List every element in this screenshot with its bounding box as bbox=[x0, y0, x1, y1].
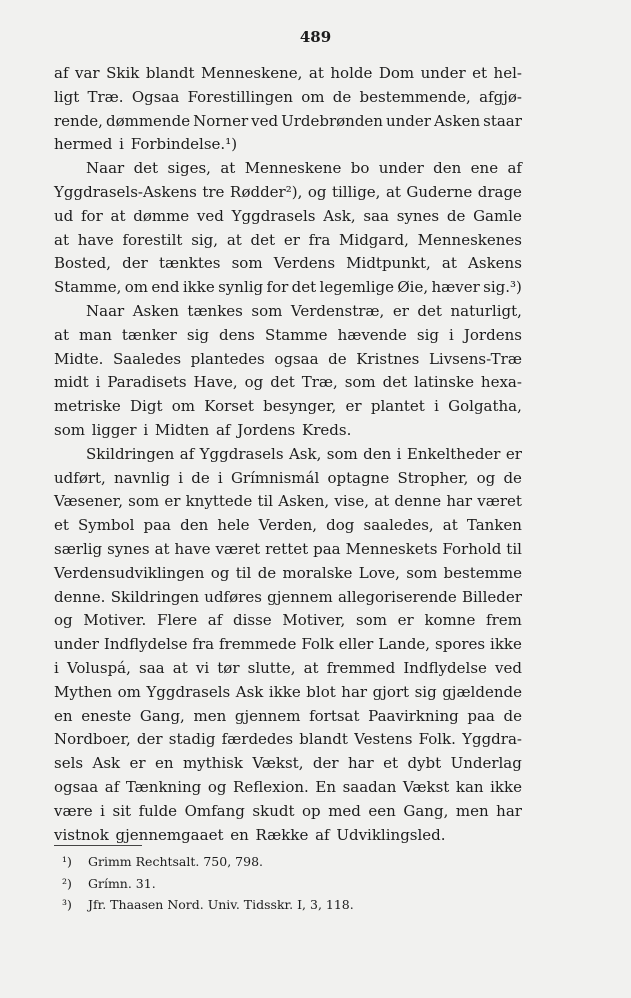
text-line: være i sit fulde Omfang skudt op med een Gang, men har bbox=[54, 801, 522, 820]
text-line: en eneste Gang, men gjennem fortsat Paavirkning paa de bbox=[54, 706, 522, 725]
text-line: Væsener, som er knyttede til Asken, vise, at denne har været bbox=[54, 492, 522, 511]
footnotes bbox=[62, 851, 522, 916]
text-line: vistnok gjennemgaaet en Række af Udviklingsled. bbox=[54, 825, 446, 844]
text-line: udført, navnlig i de i Grímnismál optagne Stropher, og de bbox=[54, 468, 522, 487]
text-line: under Indflydelse fra fremmede Folk eller Lande, spores ikke bbox=[54, 635, 522, 654]
text-line: i Voluspá, saa at vi tør slutte, at fremmed Indflydelse ved bbox=[54, 658, 522, 677]
text-line: metriske Digt om Korset besynger, er plantet i Golgatha, bbox=[54, 397, 522, 416]
text-line: Verdensudviklingen og til de moralske Love, som bestemme bbox=[54, 563, 522, 582]
text-line: midt i Paradisets Have, og det Træ, som det latinske hexa- bbox=[54, 373, 522, 392]
text-line: at man tænker sig dens Stamme hævende sig i Jordens bbox=[54, 325, 522, 344]
footnote-rule bbox=[54, 845, 142, 846]
footnote bbox=[62, 851, 522, 873]
text-line: ogsaa af Tænkning og Reflexion. En saadan Vækst kan ikke bbox=[54, 777, 522, 796]
text-line: af var Skik blandt Menneskene, at holde Dom under et hel- bbox=[54, 64, 522, 82]
body-text bbox=[54, 62, 522, 847]
text-line: særlig synes at have været rettet paa Menneskets Forhold til bbox=[54, 539, 522, 558]
footnote-text: Grímn. 31. bbox=[88, 875, 156, 891]
text-line: Mythen om Yggdrasels Ask ikke blot har gjort sig gjældende bbox=[54, 682, 522, 701]
text-line: Midte. Saaledes plantedes ogsaa de Kristnes Livsens-Træ bbox=[54, 349, 522, 368]
text-line: og Motiver. Flere af disse Motiver, som er komne frem bbox=[54, 611, 522, 630]
text-line: Skildringen af Yggdrasels Ask, som den i Enkeltheder er bbox=[86, 444, 522, 463]
text-line: Nordboer, der stadig færdedes blandt Vestens Folk. Yggdra- bbox=[54, 730, 522, 749]
text-line: ud for at dømme ved Yggdrasels Ask, saa synes de Gamle bbox=[54, 206, 522, 225]
footnote-marker: ¹) bbox=[62, 854, 72, 869]
footnote-text: Grimm Rechtsalt. 750, 798. bbox=[88, 854, 263, 869]
footnote bbox=[62, 873, 522, 895]
text-line: et Symbol paa den hele Verden, dog saaledes, at Tanken bbox=[54, 516, 522, 535]
text-line: sels Ask er en mythisk Vækst, der har et dybt Underlag bbox=[54, 754, 522, 773]
footnote-marker: ²) bbox=[62, 875, 72, 891]
text-line: Naar Asken tænkes som Verdenstræ, er det naturligt, bbox=[86, 301, 522, 320]
footnote-marker: ³) bbox=[62, 897, 72, 912]
text-line: Bosted, der tænktes som Verdens Midtpunkt, at Askens bbox=[54, 254, 522, 273]
text-line: at have forestilt sig, at det er fra Midgard, Menneskenes bbox=[54, 230, 522, 249]
footnote-text: Jfr. Thaasen Nord. Univ. Tidsskr. I, 3, 118. bbox=[88, 897, 354, 912]
text-line: Yggdrasels-Askens tre Rødder²), og tillige, at Guderne drage bbox=[54, 182, 522, 201]
page-number: 489 bbox=[299, 28, 332, 46]
text-line: Naar det siges, at Menneskene bo under den ene af bbox=[86, 159, 522, 178]
text-line: denne. Skildringen udføres gjennem allegoriserende Billeder bbox=[54, 587, 522, 606]
footnote bbox=[62, 894, 522, 916]
text-line: ligt Træ. Ogsaa Forestillingen om de bestemmende, afgjø- bbox=[54, 87, 522, 106]
text-line: rende, dømmende Norner ved Urdebrønden under Asken staar bbox=[54, 111, 522, 130]
text-line: Stamme, om end ikke synlig for det legemlige Øie, hæver sig.³) bbox=[54, 278, 522, 297]
text-line: som ligger i Midten af Jordens Kreds. bbox=[54, 420, 352, 439]
text-line: hermed i Forbindelse.¹) bbox=[54, 135, 238, 154]
